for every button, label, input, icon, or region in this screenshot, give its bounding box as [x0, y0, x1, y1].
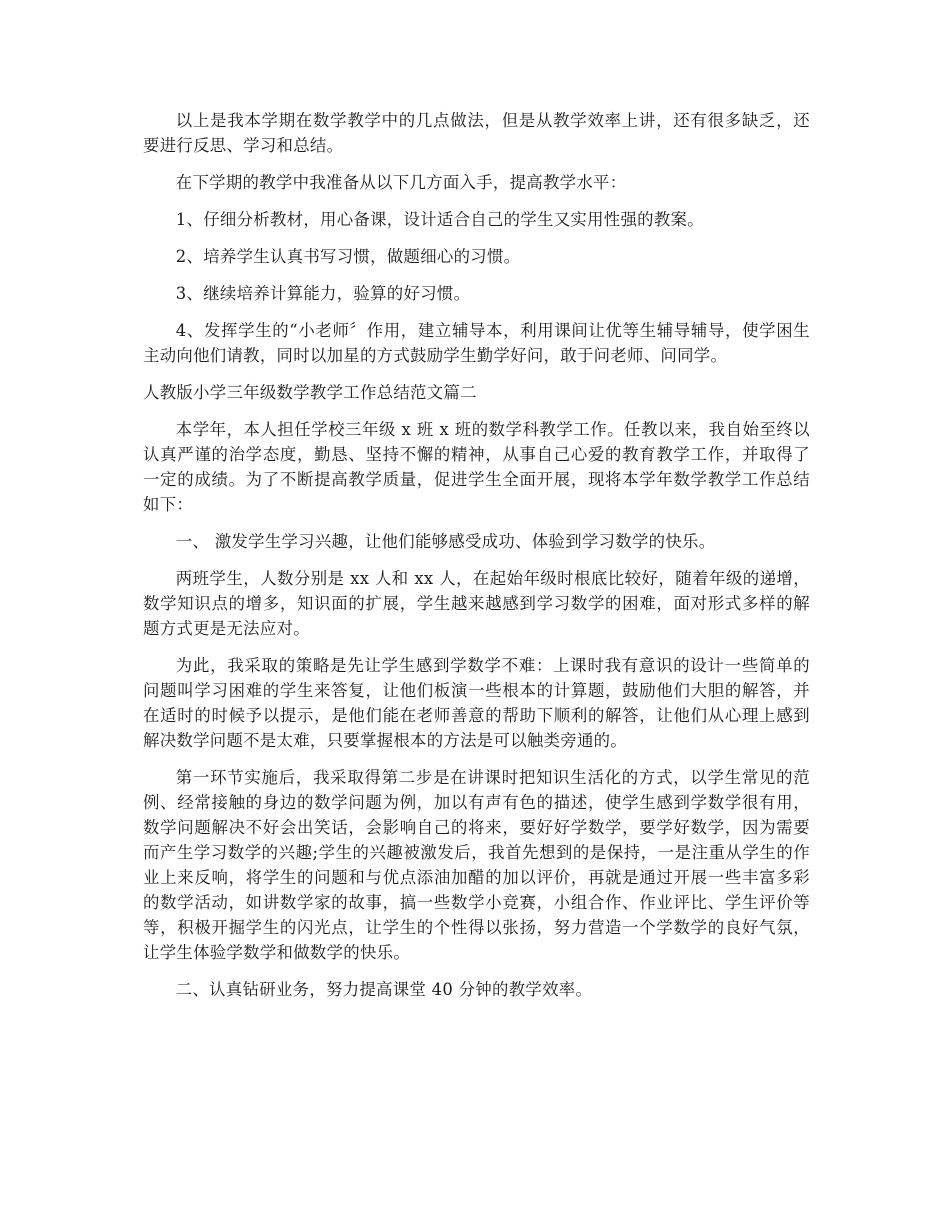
paragraph-point-two: 二、认真钻研业务，努力提高课堂 40 分钟的教学效率。: [175, 980, 593, 999]
paragraph-class-situation: 两班学生，人数分别是 xx 人和 xx 人，在起始年级时根底比较好，随着年级的递增，数学知识点的增多，知识面的扩展，学生越来越感到学习数学的困难，面对形式多样的解题方式更是无法应对。: [143, 569, 810, 638]
list-item-4: 4、发挥学生的“小老师〞作用，建立辅导本，利用课间让优等生辅导辅导，使学困生主动向他们请教，同时以加星的方式鼓励学生勤学好问，敢于问老师、问同学。: [143, 321, 810, 365]
paragraph-intro: 本学年，本人担任学校三年级 x 班 x 班的数学科教学工作。任教以来，我自始至终以认真严谨的治学态度，勤恳、坚持不懈的精神，从事自己心爱的教育教学工作，并取得了一定的成绩。为了不断提高教学质量，促进学生全面开展，现将本学年数学教学工作总结如下：: [143, 420, 810, 514]
list-item-3: 3、继续培养计算能力，验算的好习惯。: [175, 284, 471, 303]
section-heading: 人教版小学三年级数学教学工作总结范文篇二: [143, 383, 477, 402]
list-item-1: 1、仔细分析教材，用心备课，设计适合自己的学生又实用性强的教案。: [175, 210, 704, 229]
paragraph-next-term-plan: 在下学期的教学中我准备从以下几方面入手，提高教学水平：: [175, 173, 627, 192]
paragraph-strategy: 为此，我采取的策略是先让学生感到学数学不难：上课时我有意识的设计一些简单的问题叫学习困难的学生来答复，让他们板演一些根本的计算题，鼓励他们大胆的解答，并在适时的时候予以提示，是他们能在老师善意的帮助下顺利的解答，让他们从心理上感到解决数学问题不是太难，只要掌握根本的方法是可以触类旁通的。: [143, 656, 810, 750]
document-page: [143, 108, 810, 1014]
paragraph-reflection: 以上是我本学期在数学教学中的几点做法，但是从教学效率上讲，还有很多缺乏，还要进行反思、学习和总结。: [143, 111, 810, 155]
paragraph-second-step: 第一环节实施后，我采取得第二步是在讲课时把知识生活化的方式，以学生常见的范例、经常接触的身边的数学问题为例，加以有声有色的描述，使学生感到学数学很有用，数学问题解决不好会出笑话，会影响自己的将来，要好好学数学，要学好数学，因为需要而产生学习数学的兴趣;学生的兴趣被激发后，我首先想到的是保持，一是注重从学生的作业上来反响，将学生的问题和与优点添油加醋的加以评价，再就是通过开展一些丰富多彩的数学活动，如讲数学家的故事，搞一些数学小竞赛，小组合作、作业评比、学生评价等等，积极开掘学生的闪光点，让学生的个性得以张扬，努力营造一个学数学的良好气氛，让学生体验学数学和做数学的快乐。: [143, 768, 810, 962]
list-item-2: 2、培养学生认真书写习惯，做题细心的习惯。: [175, 247, 521, 266]
paragraph-point-one: 一、 激发学生学习兴趣，让他们能够感受成功、体验到学习数学的快乐。: [175, 532, 716, 551]
